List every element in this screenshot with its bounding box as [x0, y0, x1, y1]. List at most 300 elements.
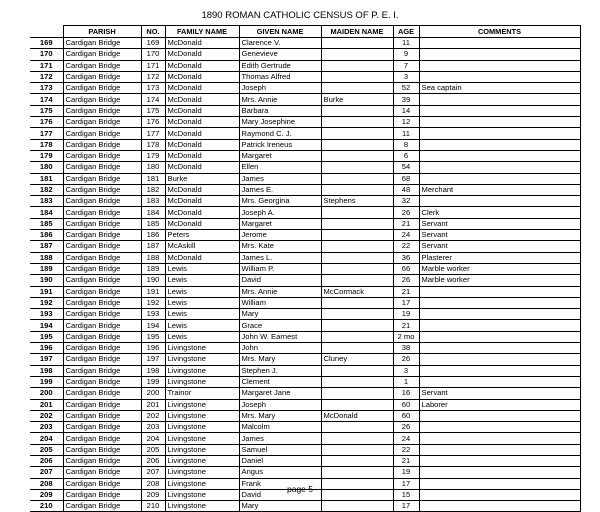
- given-name-cell: Margaret: [239, 150, 321, 161]
- column-header-parish: PARISH: [63, 26, 141, 38]
- given-name-cell: Ellen: [239, 162, 321, 173]
- maiden-name-cell: [321, 218, 393, 229]
- row-index-cell: 183: [30, 196, 63, 207]
- maiden-name-cell: [321, 117, 393, 128]
- maiden-name-cell: [321, 150, 393, 161]
- row-index-cell: 208: [30, 478, 63, 489]
- table-row: [30, 60, 580, 71]
- number-cell: 193: [141, 309, 165, 320]
- number-cell: 204: [141, 433, 165, 444]
- family-name-cell: Livingstone: [165, 433, 239, 444]
- parish-cell: Cardigan Bridge: [63, 184, 141, 195]
- family-name-cell: McDonald: [165, 105, 239, 116]
- row-index-cell: 184: [30, 207, 63, 218]
- number-cell: 200: [141, 388, 165, 399]
- row-index-cell: 186: [30, 230, 63, 241]
- number-cell: 201: [141, 399, 165, 410]
- family-name-cell: Livingstone: [165, 501, 239, 512]
- number-cell: 176: [141, 117, 165, 128]
- row-index-cell: 191: [30, 286, 63, 297]
- comments-cell: Merchant: [419, 184, 580, 195]
- maiden-name-cell: [321, 241, 393, 252]
- table-body: [30, 38, 580, 512]
- family-name-cell: McDonald: [165, 38, 239, 49]
- maiden-name-cell: [321, 139, 393, 150]
- maiden-name-cell: [321, 331, 393, 342]
- column-header-comments: COMMENTS: [419, 26, 580, 38]
- number-cell: 205: [141, 444, 165, 455]
- table-row: [30, 286, 580, 297]
- maiden-name-cell: [321, 105, 393, 116]
- maiden-name-cell: McDonald: [321, 410, 393, 421]
- family-name-cell: Burke: [165, 173, 239, 184]
- maiden-name-cell: [321, 128, 393, 139]
- column-header-age: AGE: [393, 26, 419, 38]
- age-cell: 54: [393, 162, 419, 173]
- age-cell: 17: [393, 478, 419, 489]
- table-row: [30, 354, 580, 365]
- age-cell: 14: [393, 105, 419, 116]
- table-row: [30, 365, 580, 376]
- number-cell: 183: [141, 196, 165, 207]
- number-cell: 188: [141, 252, 165, 263]
- comments-cell: [419, 128, 580, 139]
- table-row: [30, 399, 580, 410]
- number-cell: 202: [141, 410, 165, 421]
- row-index-cell: 177: [30, 128, 63, 139]
- age-cell: 3: [393, 71, 419, 82]
- number-cell: 180: [141, 162, 165, 173]
- row-index-cell: 198: [30, 365, 63, 376]
- age-cell: 21: [393, 218, 419, 229]
- age-cell: 26: [393, 422, 419, 433]
- number-cell: 209: [141, 489, 165, 500]
- family-name-cell: Livingstone: [165, 343, 239, 354]
- row-index-cell: 196: [30, 343, 63, 354]
- family-name-cell: McDonald: [165, 218, 239, 229]
- age-cell: 6: [393, 150, 419, 161]
- row-index-cell: 174: [30, 94, 63, 105]
- comments-cell: [419, 105, 580, 116]
- given-name-cell: Angus: [239, 467, 321, 478]
- family-name-cell: Trainor: [165, 388, 239, 399]
- number-cell: 210: [141, 501, 165, 512]
- parish-cell: Cardigan Bridge: [63, 263, 141, 274]
- table-row: [30, 388, 580, 399]
- parish-cell: Cardigan Bridge: [63, 309, 141, 320]
- family-name-cell: Lewis: [165, 297, 239, 308]
- comments-cell: [419, 331, 580, 342]
- number-cell: 174: [141, 94, 165, 105]
- table-row: [30, 320, 580, 331]
- given-name-cell: John: [239, 343, 321, 354]
- maiden-name-cell: [321, 422, 393, 433]
- page-number: page 5: [287, 484, 313, 494]
- index-column-header: [30, 26, 63, 38]
- given-name-cell: Mrs. Mary: [239, 354, 321, 365]
- table-row: [30, 196, 580, 207]
- header-row: [30, 26, 580, 38]
- parish-cell: Cardigan Bridge: [63, 343, 141, 354]
- number-cell: 207: [141, 467, 165, 478]
- table-row: [30, 422, 580, 433]
- family-name-cell: Livingstone: [165, 444, 239, 455]
- given-name-cell: Joseph: [239, 399, 321, 410]
- parish-cell: Cardigan Bridge: [63, 83, 141, 94]
- parish-cell: Cardigan Bridge: [63, 241, 141, 252]
- maiden-name-cell: [321, 501, 393, 512]
- family-name-cell: McDonald: [165, 94, 239, 105]
- table-row: [30, 38, 580, 49]
- family-name-cell: Livingstone: [165, 354, 239, 365]
- age-cell: 60: [393, 410, 419, 421]
- table-row: [30, 173, 580, 184]
- maiden-name-cell: [321, 184, 393, 195]
- given-name-cell: Mrs. Mary: [239, 410, 321, 421]
- parish-cell: Cardigan Bridge: [63, 444, 141, 455]
- age-cell: 1: [393, 376, 419, 387]
- maiden-name-cell: [321, 399, 393, 410]
- maiden-name-cell: [321, 467, 393, 478]
- age-cell: 15: [393, 489, 419, 500]
- maiden-name-cell: [321, 49, 393, 60]
- row-index-cell: 197: [30, 354, 63, 365]
- comments-cell: Marble worker: [419, 263, 580, 274]
- comments-cell: [419, 467, 580, 478]
- family-name-cell: McDonald: [165, 252, 239, 263]
- comments-cell: [419, 501, 580, 512]
- number-cell: 177: [141, 128, 165, 139]
- comments-cell: Sea captain: [419, 83, 580, 94]
- given-name-cell: Joseph: [239, 83, 321, 94]
- parish-cell: Cardigan Bridge: [63, 286, 141, 297]
- family-name-cell: McDonald: [165, 196, 239, 207]
- family-name-cell: Peters: [165, 230, 239, 241]
- row-index-cell: 210: [30, 501, 63, 512]
- row-index-cell: 200: [30, 388, 63, 399]
- age-cell: 66: [393, 263, 419, 274]
- parish-cell: Cardigan Bridge: [63, 455, 141, 466]
- parish-cell: Cardigan Bridge: [63, 49, 141, 60]
- comments-cell: [419, 196, 580, 207]
- maiden-name-cell: [321, 230, 393, 241]
- maiden-name-cell: [321, 376, 393, 387]
- given-name-cell: Thomas Alfred: [239, 71, 321, 82]
- age-cell: 36: [393, 252, 419, 263]
- row-index-cell: 171: [30, 60, 63, 71]
- given-name-cell: Samuel: [239, 444, 321, 455]
- maiden-name-cell: [321, 365, 393, 376]
- comments-cell: [419, 343, 580, 354]
- row-index-cell: 182: [30, 184, 63, 195]
- maiden-name-cell: [321, 320, 393, 331]
- row-index-cell: 203: [30, 422, 63, 433]
- row-index-cell: 172: [30, 71, 63, 82]
- number-cell: 194: [141, 320, 165, 331]
- row-index-cell: 188: [30, 252, 63, 263]
- given-name-cell: James L.: [239, 252, 321, 263]
- table-row: [30, 309, 580, 320]
- family-name-cell: McAskill: [165, 241, 239, 252]
- comments-cell: Servant: [419, 241, 580, 252]
- number-cell: 182: [141, 184, 165, 195]
- family-name-cell: Livingstone: [165, 376, 239, 387]
- column-header-given-name: GIVEN NAME: [239, 26, 321, 38]
- row-index-cell: 178: [30, 139, 63, 150]
- table-row: [30, 150, 580, 161]
- family-name-cell: McDonald: [165, 162, 239, 173]
- table-row: [30, 105, 580, 116]
- parish-cell: Cardigan Bridge: [63, 207, 141, 218]
- table-row: [30, 252, 580, 263]
- parish-cell: Cardigan Bridge: [63, 275, 141, 286]
- comments-cell: [419, 162, 580, 173]
- parish-cell: Cardigan Bridge: [63, 94, 141, 105]
- maiden-name-cell: McCormack: [321, 286, 393, 297]
- comments-cell: Servant: [419, 230, 580, 241]
- row-index-cell: 201: [30, 399, 63, 410]
- row-index-cell: 190: [30, 275, 63, 286]
- age-cell: 21: [393, 286, 419, 297]
- parish-cell: Cardigan Bridge: [63, 117, 141, 128]
- row-index-cell: 185: [30, 218, 63, 229]
- comments-cell: [419, 71, 580, 82]
- row-index-cell: 194: [30, 320, 63, 331]
- age-cell: 22: [393, 241, 419, 252]
- given-name-cell: James: [239, 433, 321, 444]
- age-cell: 11: [393, 38, 419, 49]
- row-index-cell: 204: [30, 433, 63, 444]
- parish-cell: Cardigan Bridge: [63, 139, 141, 150]
- number-cell: 189: [141, 263, 165, 274]
- family-name-cell: McDonald: [165, 49, 239, 60]
- table-row: [30, 343, 580, 354]
- number-cell: 190: [141, 275, 165, 286]
- maiden-name-cell: [321, 173, 393, 184]
- number-cell: 169: [141, 38, 165, 49]
- parish-cell: Cardigan Bridge: [63, 399, 141, 410]
- comments-cell: Marble worker: [419, 275, 580, 286]
- column-header-family-name: FAMILY NAME: [165, 26, 239, 38]
- column-header-no: NO.: [141, 26, 165, 38]
- number-cell: 186: [141, 230, 165, 241]
- number-cell: 196: [141, 343, 165, 354]
- parish-cell: Cardigan Bridge: [63, 422, 141, 433]
- given-name-cell: James: [239, 173, 321, 184]
- given-name-cell: Raymond C. J.: [239, 128, 321, 139]
- age-cell: 32: [393, 196, 419, 207]
- family-name-cell: McDonald: [165, 139, 239, 150]
- parish-cell: Cardigan Bridge: [63, 388, 141, 399]
- comments-cell: Plasterer: [419, 252, 580, 263]
- row-index-cell: 192: [30, 297, 63, 308]
- row-index-cell: 187: [30, 241, 63, 252]
- given-name-cell: Margaret: [239, 218, 321, 229]
- number-cell: 192: [141, 297, 165, 308]
- parish-cell: Cardigan Bridge: [63, 162, 141, 173]
- parish-cell: Cardigan Bridge: [63, 467, 141, 478]
- row-index-cell: 173: [30, 83, 63, 94]
- maiden-name-cell: [321, 252, 393, 263]
- number-cell: 175: [141, 105, 165, 116]
- maiden-name-cell: [321, 455, 393, 466]
- table-row: [30, 184, 580, 195]
- table-row: [30, 444, 580, 455]
- row-index-cell: 193: [30, 309, 63, 320]
- given-name-cell: James E.: [239, 184, 321, 195]
- given-name-cell: Malcolm: [239, 422, 321, 433]
- family-name-cell: McDonald: [165, 150, 239, 161]
- table-row: [30, 230, 580, 241]
- maiden-name-cell: [321, 343, 393, 354]
- table-row: [30, 501, 580, 512]
- given-name-cell: William P.: [239, 263, 321, 274]
- table-row: [30, 263, 580, 274]
- family-name-cell: McDonald: [165, 71, 239, 82]
- family-name-cell: McDonald: [165, 207, 239, 218]
- number-cell: 187: [141, 241, 165, 252]
- number-cell: 171: [141, 60, 165, 71]
- number-cell: 173: [141, 83, 165, 94]
- parish-cell: Cardigan Bridge: [63, 365, 141, 376]
- age-cell: 24: [393, 230, 419, 241]
- row-index-cell: 169: [30, 38, 63, 49]
- comments-cell: [419, 38, 580, 49]
- number-cell: 203: [141, 422, 165, 433]
- table-row: [30, 218, 580, 229]
- age-cell: 22: [393, 444, 419, 455]
- number-cell: 191: [141, 286, 165, 297]
- age-cell: 17: [393, 297, 419, 308]
- comments-cell: Servant: [419, 388, 580, 399]
- maiden-name-cell: Cluney: [321, 354, 393, 365]
- given-name-cell: Mrs. Kate: [239, 241, 321, 252]
- given-name-cell: Mary: [239, 501, 321, 512]
- maiden-name-cell: [321, 162, 393, 173]
- parish-cell: Cardigan Bridge: [63, 230, 141, 241]
- family-name-cell: Livingstone: [165, 467, 239, 478]
- given-name-cell: David: [239, 489, 321, 500]
- parish-cell: Cardigan Bridge: [63, 320, 141, 331]
- comments-cell: [419, 433, 580, 444]
- age-cell: 19: [393, 309, 419, 320]
- age-cell: 8: [393, 139, 419, 150]
- maiden-name-cell: [321, 38, 393, 49]
- family-name-cell: Lewis: [165, 320, 239, 331]
- family-name-cell: McDonald: [165, 83, 239, 94]
- given-name-cell: Frank: [239, 478, 321, 489]
- row-index-cell: 202: [30, 410, 63, 421]
- given-name-cell: Clement: [239, 376, 321, 387]
- table-row: [30, 410, 580, 421]
- census-table: [30, 25, 581, 512]
- comments-cell: [419, 422, 580, 433]
- parish-cell: Cardigan Bridge: [63, 128, 141, 139]
- given-name-cell: Mrs. Annie: [239, 286, 321, 297]
- parish-cell: Cardigan Bridge: [63, 478, 141, 489]
- maiden-name-cell: [321, 263, 393, 274]
- number-cell: 195: [141, 331, 165, 342]
- given-name-cell: John W. Earnest: [239, 331, 321, 342]
- page-title: 1890 ROMAN CATHOLIC CENSUS OF P. E. I.: [201, 10, 399, 21]
- row-index-cell: 180: [30, 162, 63, 173]
- number-cell: 208: [141, 478, 165, 489]
- number-cell: 185: [141, 218, 165, 229]
- parish-cell: Cardigan Bridge: [63, 60, 141, 71]
- maiden-name-cell: [321, 275, 393, 286]
- row-index-cell: 199: [30, 376, 63, 387]
- comments-cell: Clerk: [419, 207, 580, 218]
- table-row: [30, 83, 580, 94]
- number-cell: 172: [141, 71, 165, 82]
- family-name-cell: Lewis: [165, 331, 239, 342]
- comments-cell: [419, 60, 580, 71]
- family-name-cell: McDonald: [165, 60, 239, 71]
- given-name-cell: Mary Josephine: [239, 117, 321, 128]
- table-row: [30, 128, 580, 139]
- family-name-cell: Lewis: [165, 263, 239, 274]
- comments-cell: [419, 139, 580, 150]
- parish-cell: Cardigan Bridge: [63, 376, 141, 387]
- comments-cell: [419, 376, 580, 387]
- number-cell: 199: [141, 376, 165, 387]
- parish-cell: Cardigan Bridge: [63, 501, 141, 512]
- given-name-cell: William: [239, 297, 321, 308]
- maiden-name-cell: Burke: [321, 94, 393, 105]
- given-name-cell: Stephen J.: [239, 365, 321, 376]
- age-cell: 17: [393, 501, 419, 512]
- age-cell: 39: [393, 94, 419, 105]
- table-row: [30, 275, 580, 286]
- age-cell: 16: [393, 388, 419, 399]
- table-row: [30, 49, 580, 60]
- age-cell: 9: [393, 49, 419, 60]
- given-name-cell: Jerome: [239, 230, 321, 241]
- number-cell: 178: [141, 139, 165, 150]
- table-row: [30, 71, 580, 82]
- row-index-cell: 206: [30, 455, 63, 466]
- parish-cell: Cardigan Bridge: [63, 150, 141, 161]
- parish-cell: Cardigan Bridge: [63, 297, 141, 308]
- row-index-cell: 170: [30, 49, 63, 60]
- parish-cell: Cardigan Bridge: [63, 218, 141, 229]
- parish-cell: Cardigan Bridge: [63, 196, 141, 207]
- family-name-cell: Lewis: [165, 309, 239, 320]
- table-row: [30, 297, 580, 308]
- comments-cell: [419, 173, 580, 184]
- parish-cell: Cardigan Bridge: [63, 71, 141, 82]
- given-name-cell: David: [239, 275, 321, 286]
- table-row: [30, 331, 580, 342]
- comments-cell: [419, 309, 580, 320]
- column-header-maiden-name: MAIDEN NAME: [321, 26, 393, 38]
- comments-cell: Servant: [419, 218, 580, 229]
- age-cell: 26: [393, 354, 419, 365]
- maiden-name-cell: [321, 388, 393, 399]
- parish-cell: Cardigan Bridge: [63, 105, 141, 116]
- row-index-cell: 209: [30, 489, 63, 500]
- table-row: [30, 94, 580, 105]
- comments-cell: [419, 94, 580, 105]
- number-cell: 181: [141, 173, 165, 184]
- maiden-name-cell: Stephens: [321, 196, 393, 207]
- family-name-cell: Lewis: [165, 286, 239, 297]
- family-name-cell: McDonald: [165, 128, 239, 139]
- given-name-cell: Edith Gertrude: [239, 60, 321, 71]
- given-name-cell: Mary: [239, 309, 321, 320]
- parish-cell: Cardigan Bridge: [63, 354, 141, 365]
- table-row: [30, 455, 580, 466]
